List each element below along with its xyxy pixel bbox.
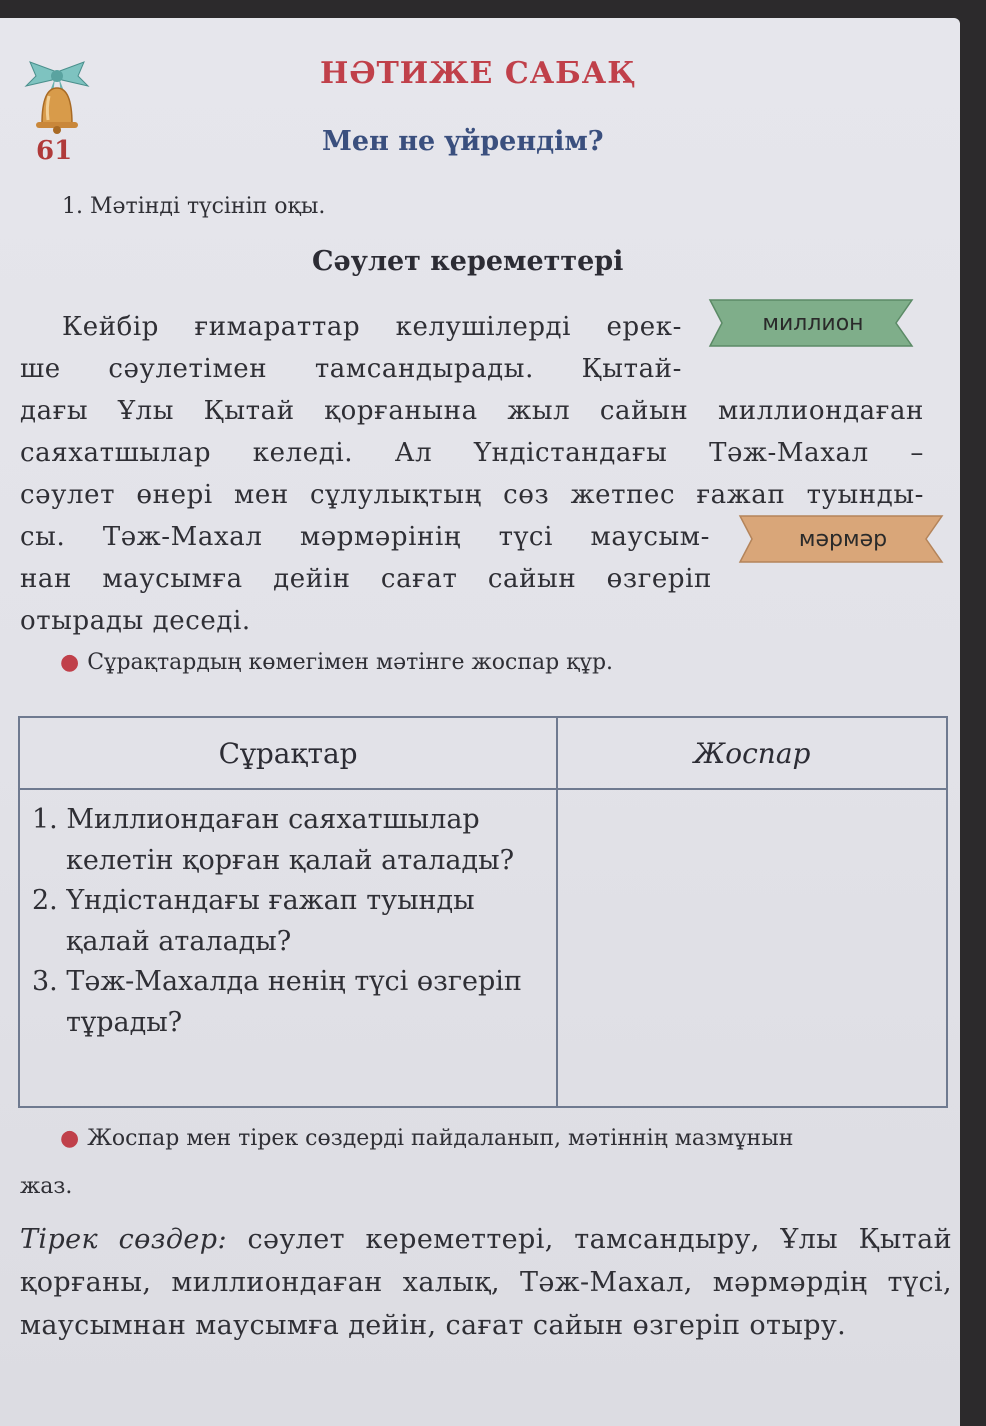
text-line: саяхатшылар келеді. Ал Үндістандағы Тәж-Махал –	[20, 438, 924, 468]
instruction-text: Сұрақтардың көмегімен мәтінге жоспар құр.	[87, 650, 614, 675]
vocab-ribbon-million	[706, 296, 920, 350]
question-item: 1. Миллиондаған саяхатшылар келетін қорған қалай аталады?	[32, 804, 515, 876]
plan-header: Жоспар	[557, 717, 947, 789]
textbook-page	[0, 18, 960, 1426]
question-item: 2. Үндістандағы ғажап туынды қалай аталады?	[32, 885, 475, 957]
text-line: Кейбір ғимараттар келушілерді ерек-	[62, 312, 682, 342]
text-line: нан маусымға дейін сағат сайын өзгеріп	[20, 564, 712, 594]
bullet-icon: ●	[60, 1126, 80, 1151]
text-line: ше сәулетімен тамсандырады. Қытай-	[20, 354, 682, 384]
support-words-text: сәулет кереметтері, тамсандыру, Ұлы Қытай қорғаны, миллиондаған халық, Тәж-Махал, мәрмәрдің түсі, маусымнан маусымға дейін, сағат сайын өзгеріп отыру.	[20, 1224, 952, 1342]
text-line: отырады деседі.	[20, 606, 251, 636]
task-instruction: 1. Мәтінді түсініп оқы.	[62, 194, 326, 219]
vocab-word-marble: мәрмәр	[798, 526, 888, 552]
vocab-ribbon-marble	[736, 512, 950, 566]
bullet-icon: ●	[60, 650, 80, 675]
lesson-title: НӘТИЖЕ САБАҚ	[320, 56, 637, 91]
instruction-continuation: жаз.	[20, 1174, 73, 1199]
plan-answer-cell[interactable]	[557, 789, 947, 1107]
page-number: 61	[36, 136, 73, 166]
questions-cell	[19, 789, 557, 1107]
support-words-label: Тірек сөздер:	[20, 1224, 227, 1255]
questions-header: Сұрақтар	[19, 717, 557, 789]
bell-icon	[22, 58, 92, 134]
instruction-bullet-plan	[60, 650, 613, 675]
text-line: дағы Ұлы Қытай қорғанына жыл сайын миллиондаған	[20, 396, 924, 426]
text-title: Сәулет кереметтері	[312, 246, 624, 277]
question-item: 3. Тәж-Махалда ненің түсі өзгеріп тұрады?	[32, 966, 522, 1038]
instruction-text: Жоспар мен тірек сөздерді пайдаланып, мәтіннің мазмұнын	[87, 1126, 794, 1151]
text-line: сәулет өнері мен сұлулықтың сөз жетпес ғажап туынды-	[20, 480, 924, 510]
table-row	[19, 789, 947, 1107]
vocab-word-million: миллион	[762, 310, 864, 336]
support-words	[20, 1218, 952, 1348]
lesson-subtitle: Мен не үйрендім?	[322, 126, 604, 157]
instruction-bullet-summary	[60, 1126, 793, 1151]
text-line: сы. Тәж-Махал мәрмәрінің түсі маусым-	[20, 522, 710, 552]
table-header-row	[19, 717, 947, 789]
plan-table	[18, 716, 948, 1108]
